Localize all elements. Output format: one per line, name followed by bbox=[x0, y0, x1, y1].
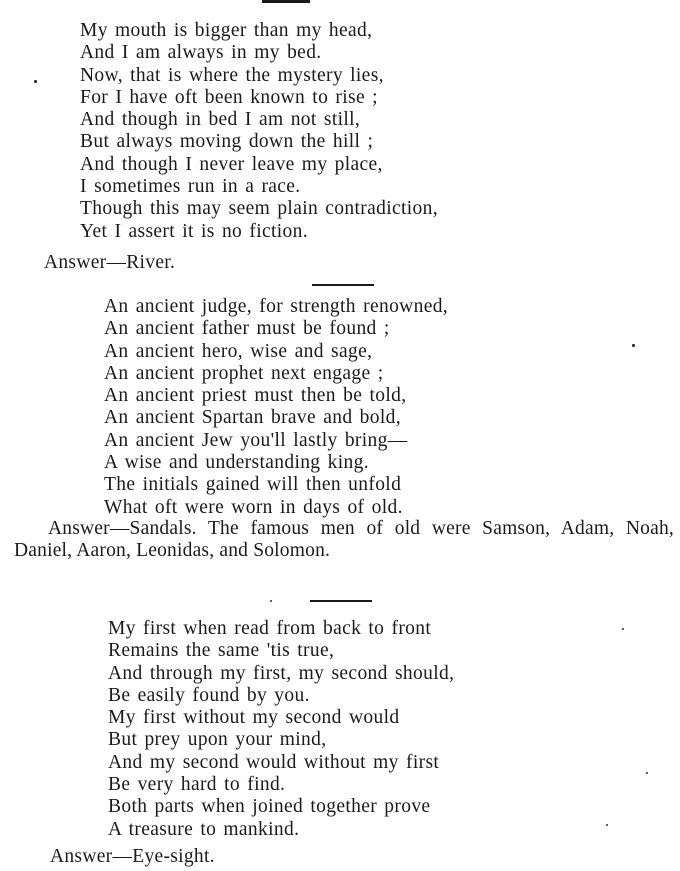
scan-speck bbox=[646, 772, 648, 774]
poem-line: Yet I assert it is no fiction. bbox=[80, 220, 308, 242]
poem-line: Remains the same 'tis true, bbox=[108, 640, 335, 662]
poem-line: But always moving down the hill ; bbox=[80, 131, 374, 153]
poem-line: And through my first, my second should, bbox=[108, 662, 455, 684]
poem-line: Now, that is where the mystery lies, bbox=[80, 64, 384, 86]
poem-line: An ancient Spartan brave and bold, bbox=[104, 407, 401, 429]
poem-line: For I have oft been known to rise ; bbox=[80, 86, 378, 108]
top-rule bbox=[262, 0, 310, 3]
poem-line: Be very hard to find. bbox=[108, 774, 286, 796]
poem-line: Be easily found by you. bbox=[108, 684, 310, 706]
scan-speck bbox=[622, 628, 624, 630]
riddle-3-poem bbox=[108, 618, 454, 841]
poem-line: And though I never leave my place, bbox=[80, 153, 383, 175]
scan-speck bbox=[270, 600, 272, 602]
poem-line: An ancient Jew you'll lastly bring— bbox=[104, 429, 408, 451]
poem-line: A treasure to mankind. bbox=[108, 818, 300, 840]
divider-rule-2 bbox=[310, 600, 372, 602]
poem-line: Both parts when joined together prove bbox=[108, 796, 431, 818]
poem-line: And though in bed I am not still, bbox=[80, 109, 361, 131]
poem-line: But prey upon your mind, bbox=[108, 729, 327, 751]
poem-line: And my second would without my first bbox=[108, 751, 440, 773]
poem-line: And I am always in my bed. bbox=[80, 42, 322, 64]
poem-line: My first when read from back to front bbox=[108, 618, 432, 639]
poem-line: An ancient priest must then be told, bbox=[104, 385, 407, 407]
poem-line: Though this may seem plain contradiction, bbox=[80, 198, 438, 220]
scan-speck bbox=[34, 80, 37, 83]
poem-line: An ancient hero, wise and sage, bbox=[104, 340, 373, 362]
riddle-1-poem bbox=[80, 20, 438, 243]
poem-line: I sometimes run in a race. bbox=[80, 176, 301, 198]
riddle-2-poem bbox=[104, 296, 448, 519]
poem-line: An ancient prophet next engage ; bbox=[104, 362, 384, 384]
poem-line: My mouth is bigger than my head, bbox=[80, 20, 373, 41]
poem-line: What oft were worn in days of old. bbox=[104, 496, 403, 518]
riddle-2-answer: Answer—Sandals. The famous men of old were Samson, Adam, Noah, Daniel, Aaron, Leonidas, and Solomon. bbox=[14, 518, 674, 562]
poem-line: An ancient father must be found ; bbox=[104, 318, 390, 340]
riddle-3-answer: Answer—Eye-sight. bbox=[50, 846, 215, 867]
poem-line: My first without my second would bbox=[108, 707, 400, 729]
riddle-1-answer: Answer—River. bbox=[44, 252, 176, 273]
scan-speck bbox=[632, 344, 635, 347]
poem-line: A wise and understanding king. bbox=[104, 452, 369, 474]
divider-rule-1 bbox=[312, 284, 374, 286]
poem-line: An ancient judge, for strength renowned, bbox=[104, 296, 449, 317]
scan-speck bbox=[606, 824, 608, 826]
poem-line: The initials gained will then unfold bbox=[104, 474, 402, 496]
